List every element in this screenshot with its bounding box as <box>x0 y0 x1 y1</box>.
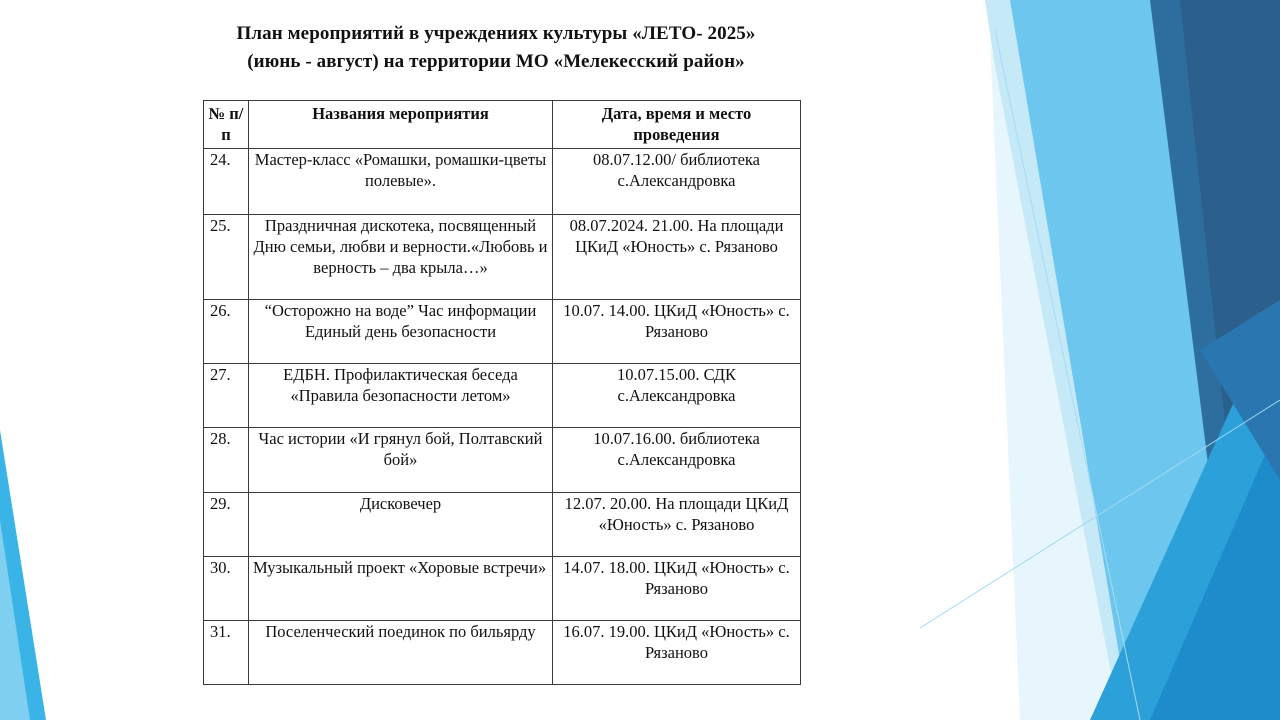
row-num: 24. <box>204 149 249 215</box>
row-info: 10.07.15.00. СДК с.Александровка <box>553 364 801 428</box>
document-scan <box>176 12 816 712</box>
row-info: 08.07.12.00/ библиотека с.Александровка <box>553 149 801 215</box>
events-table <box>203 100 801 685</box>
table-row <box>204 215 801 300</box>
row-num: 29. <box>204 493 249 557</box>
row-name: Праздничная дискотека, посвященный Дню семьи, любви и верности.«Любовь и верность – два крыла…» <box>249 215 553 300</box>
table-row <box>204 557 801 621</box>
row-name: ЕДБН. Профилактическая беседа «Правила безопасности летом» <box>249 364 553 428</box>
row-num: 30. <box>204 557 249 621</box>
row-name: Музыкальный проект «Хоровые встречи» <box>249 557 553 621</box>
row-info: 14.07. 18.00. ЦКиД «Юность» с. Рязаново <box>553 557 801 621</box>
table-row <box>204 621 801 685</box>
row-info: 12.07. 20.00. На площади ЦКиД «Юность» с. Рязаново <box>553 493 801 557</box>
row-num: 26. <box>204 300 249 364</box>
row-num: 28. <box>204 428 249 493</box>
table-row <box>204 300 801 364</box>
row-num: 27. <box>204 364 249 428</box>
row-info: 10.07. 14.00. ЦКиД «Юность» с. Рязаново <box>553 300 801 364</box>
row-name: Мастер-класс «Ромашки, ромашки-цветы полевые». <box>249 149 553 215</box>
document-title-line1: План мероприятий в учреждениях культуры «ЛЕТО- 2025» <box>236 23 756 44</box>
row-name: Час истории «И грянул бой, Полтавский бой» <box>249 428 553 493</box>
row-name: Дисковечер <box>249 493 553 557</box>
table-header-row <box>204 101 801 149</box>
table-row <box>204 149 801 215</box>
table-row <box>204 493 801 557</box>
row-info: 16.07. 19.00. ЦКиД «Юность» с. Рязаново <box>553 621 801 685</box>
header-num: № п/п <box>204 101 249 149</box>
table-row <box>204 428 801 493</box>
table-row <box>204 364 801 428</box>
row-name: Поселенческий поединок по бильярду <box>249 621 553 685</box>
row-num: 31. <box>204 621 249 685</box>
header-info: Дата, время и место проведения <box>553 101 801 149</box>
header-name: Названия мероприятия <box>249 101 553 149</box>
row-num: 25. <box>204 215 249 300</box>
row-info: 10.07.16.00. библиотека с.Александровка <box>553 428 801 493</box>
row-info: 08.07.2024. 21.00. На площади ЦКиД «Юность» с. Рязаново <box>553 215 801 300</box>
document-title-line2: (июнь - август) на территории МО «Мелекесский район» <box>247 51 745 72</box>
row-name: “Осторожно на воде” Час информации Единый день безопасности <box>249 300 553 364</box>
